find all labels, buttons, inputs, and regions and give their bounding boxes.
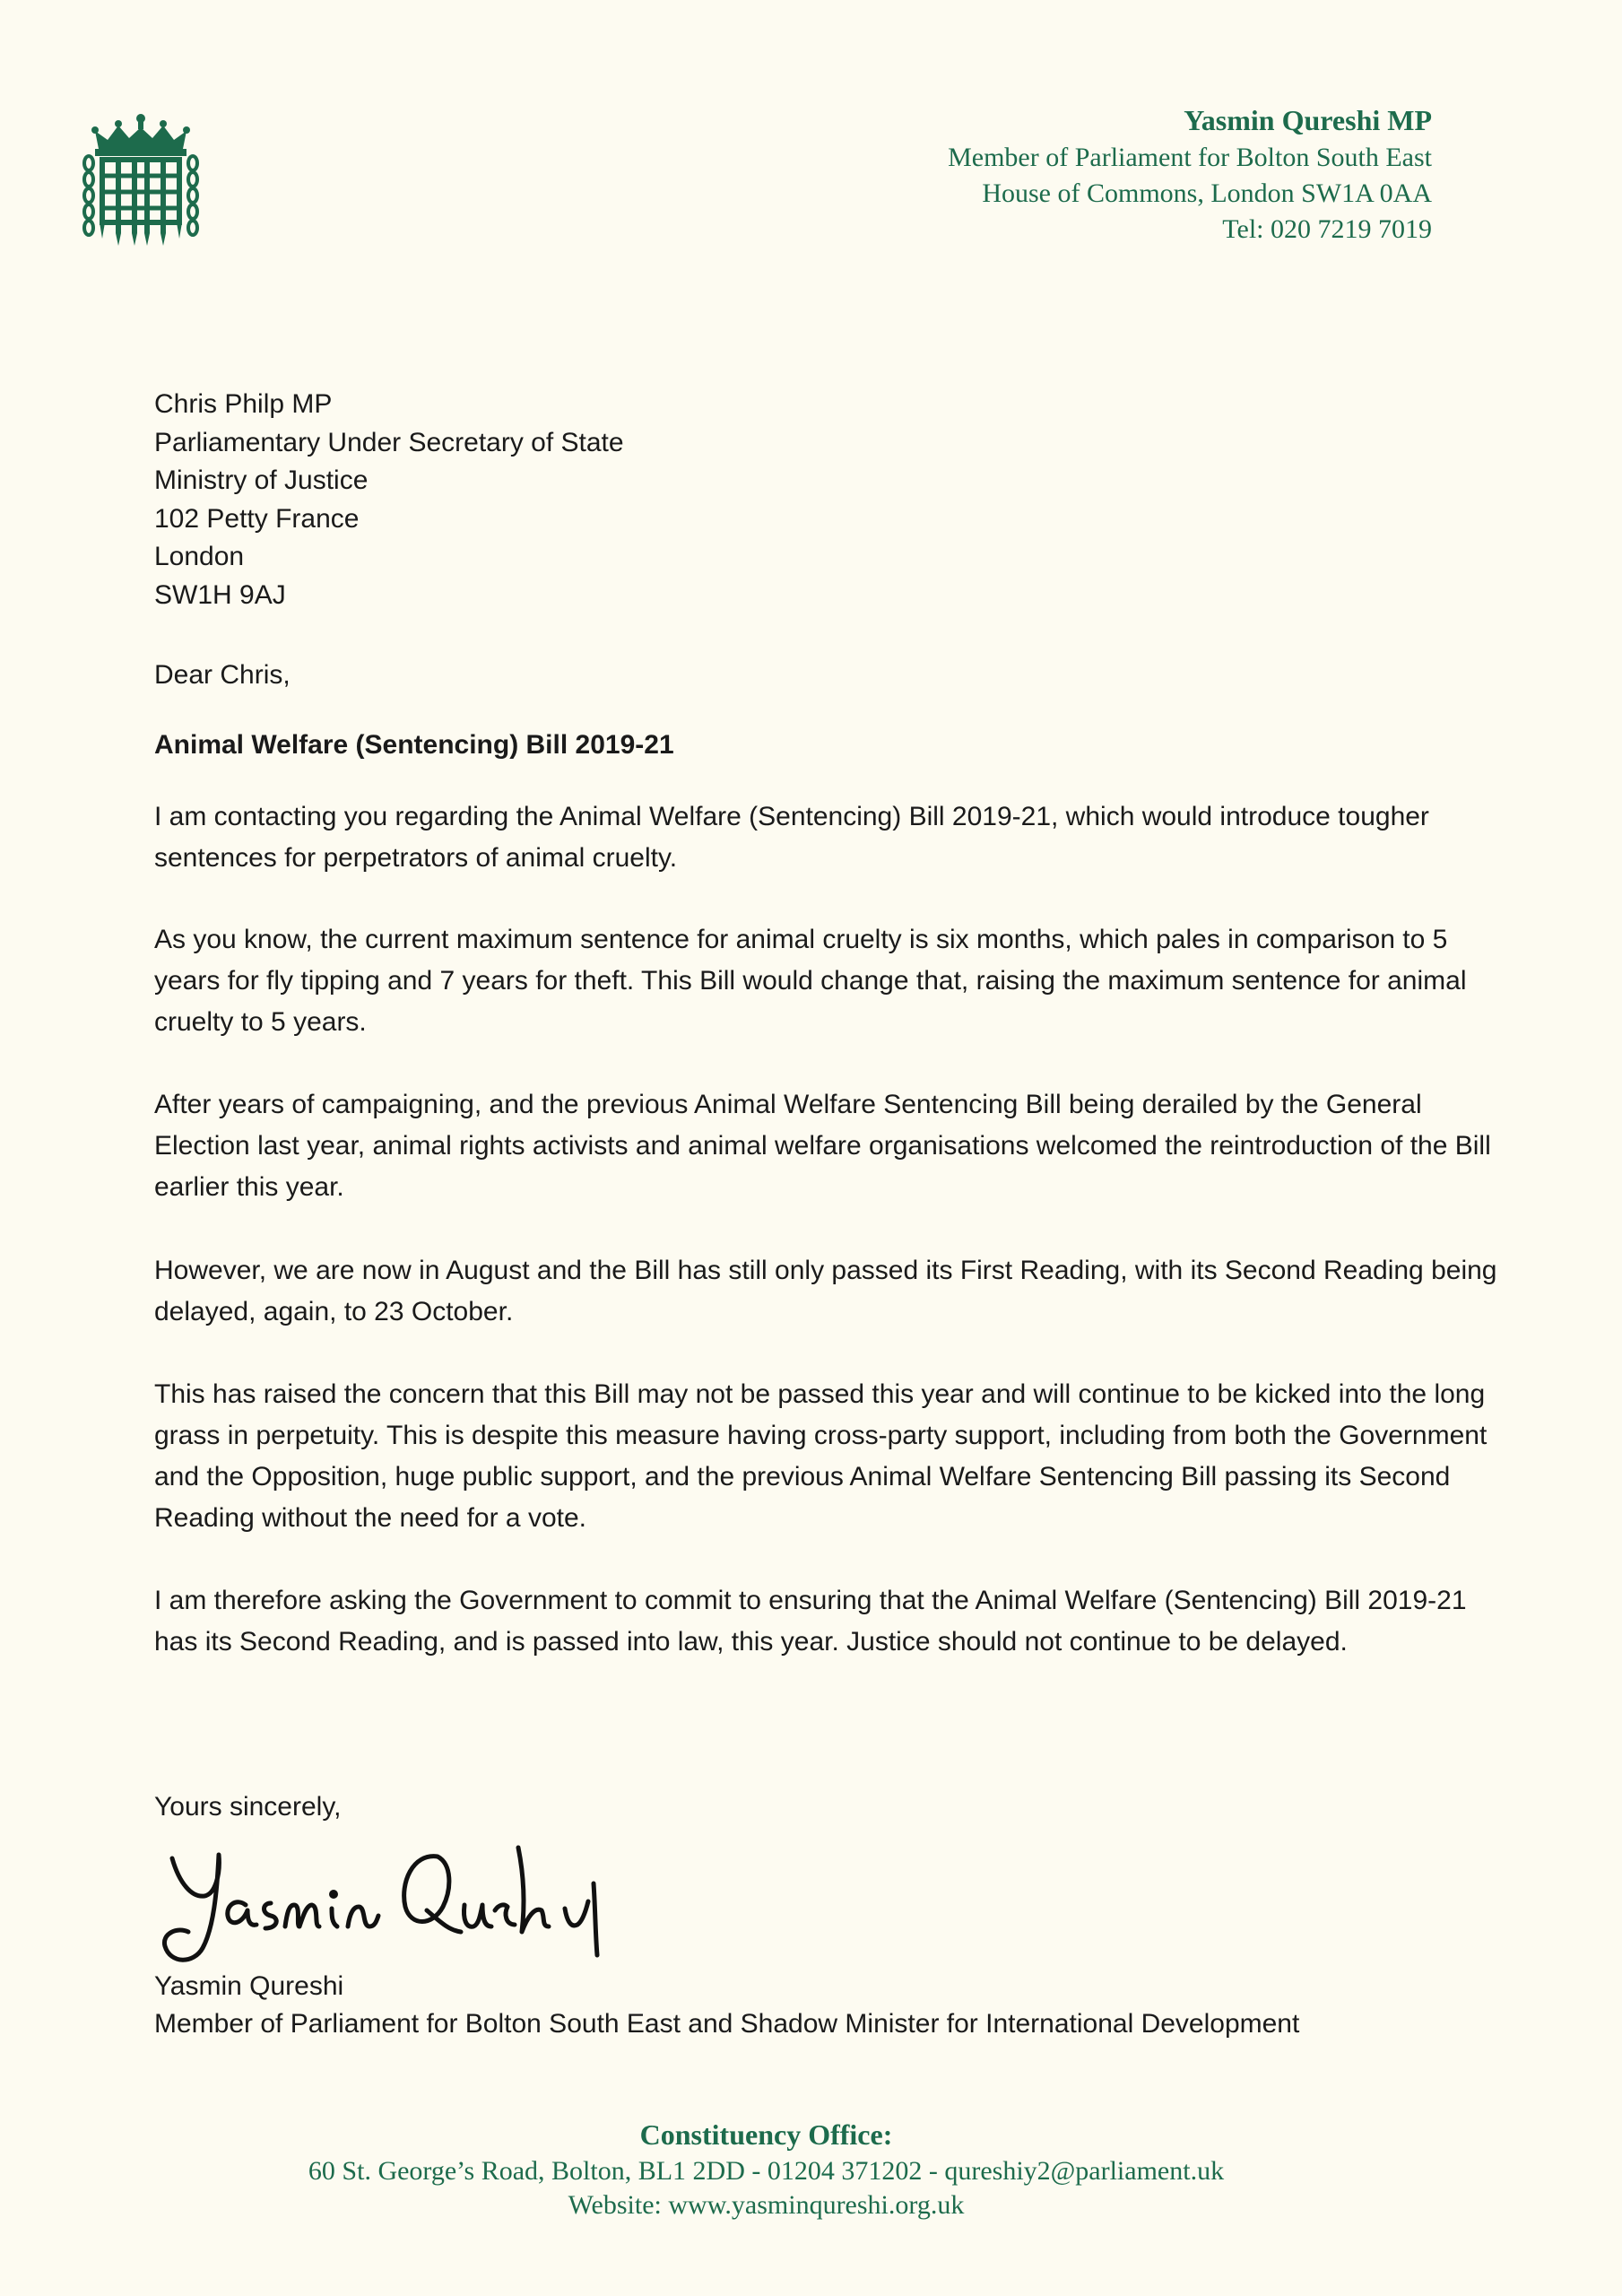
letterhead bbox=[948, 100, 1432, 248]
salutation: Dear Chris, bbox=[154, 660, 291, 690]
mp-name: Yasmin Qureshi MP bbox=[1184, 104, 1432, 136]
handwritten-signature bbox=[152, 1821, 672, 1973]
recipient-line: London bbox=[154, 542, 245, 571]
closing: Yours sincerely, bbox=[154, 1792, 342, 1822]
recipient-line: SW1H 9AJ bbox=[154, 579, 286, 610]
body-paragraph: However, we are now in August and the Bill has still only passed its First Reading, with its Second Reading being delayed, again, to 23 October. bbox=[154, 1256, 1497, 1326]
signatory-name: Yasmin Qureshi bbox=[154, 1971, 344, 2001]
recipient-line: Chris Philp MP bbox=[154, 389, 333, 419]
footer-heading: Constituency Office: bbox=[639, 2118, 893, 2151]
mp-telephone: Tel: 020 7219 7019 bbox=[1222, 214, 1432, 244]
footer-contact: 60 St. George’s Road, Bolton, BL1 2DD - 01204 371202 - qureshiy2@parliament.uk bbox=[308, 2156, 1225, 2186]
portcullis-icon bbox=[82, 113, 199, 249]
constituency-footer bbox=[0, 2115, 1532, 2222]
body-paragraph: This has raised the concern that this Bill may not be passed this year and will continue to be kicked into the long grass in perpetuity. This is despite this measure having cross-party support, including from both the Government and the Opposition, huge public support, and the previous Animal Welfare Sentencing Bill passing its Second Reading without the need for a vote. bbox=[154, 1379, 1488, 1533]
recipient-line: Ministry of Justice bbox=[154, 465, 369, 495]
body-paragraph: I am contacting you regarding the Animal Welfare (Sentencing) Bill 2019-21, which would introduce tougher sentences for perpetrators of animal cruelty. bbox=[154, 802, 1429, 873]
recipient-line: Parliamentary Under Secretary of State bbox=[154, 427, 624, 457]
recipient-address bbox=[154, 386, 1517, 614]
recipient-line: 102 Petty France bbox=[154, 503, 360, 534]
footer-website: Website: www.yasminqureshi.org.uk bbox=[568, 2190, 965, 2220]
body-paragraph: As you know, the current maximum sentence for animal cruelty is six months, which pales in comparison to 5 years for fly tipping and 7 years for theft. This Bill would change that, raising the maximum sentence for animal cruelty to 5 years. bbox=[154, 925, 1467, 1037]
signatory-title: Member of Parliament for Bolton South East and Shadow Minister for International Development bbox=[154, 2009, 1300, 2039]
body-paragraph: After years of campaigning, and the previous Animal Welfare Sentencing Bill being derailed by the General Election last year, animal rights activists and animal welfare organisations welcomed the reintroduction of the Bill earlier this year. bbox=[154, 1090, 1491, 1202]
mp-constituency: Member of Parliament for Bolton South East bbox=[948, 143, 1432, 172]
body-paragraph: I am therefore asking the Government to commit to ensuring that the Animal Welfare (Sentencing) Bill 2019-21 has its Second Reading, and is passed into law, this year. Justice should not continue to be delayed. bbox=[154, 1586, 1467, 1657]
letter-subject: Animal Welfare (Sentencing) Bill 2019-21 bbox=[154, 730, 674, 760]
mp-address: House of Commons, London SW1A 0AA bbox=[982, 178, 1432, 208]
